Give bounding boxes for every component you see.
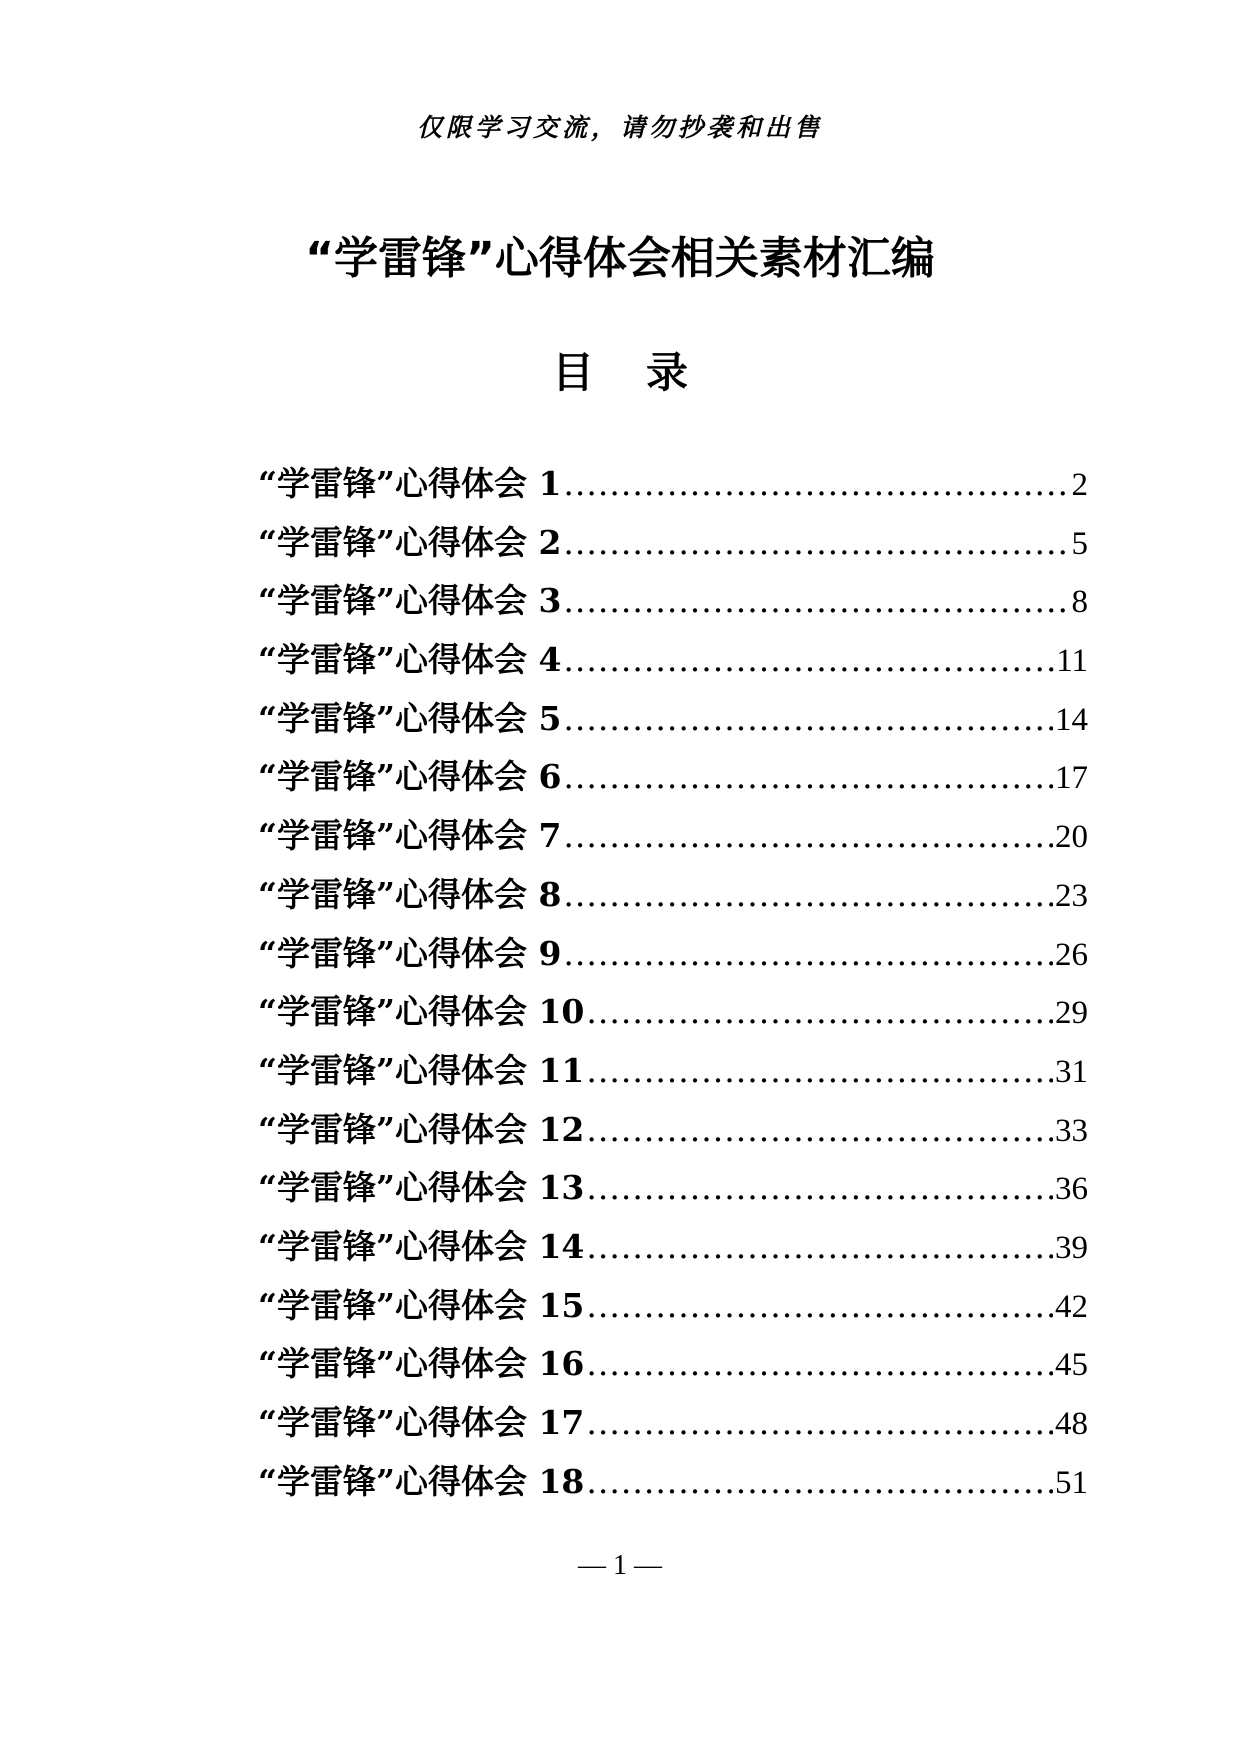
toc-entry-page: 48: [1055, 1406, 1088, 1442]
toc-leader-dots: [586, 1286, 1053, 1325]
toc-entry[interactable]: [258, 986, 1088, 1045]
toc-entry[interactable]: [258, 810, 1088, 869]
toc-leader-dots: [586, 1344, 1053, 1383]
toc-entry-label: “学雷锋”心得体会 16: [258, 1344, 585, 1384]
toc-entry[interactable]: [258, 693, 1088, 752]
toc-entry-page: 23: [1055, 877, 1088, 914]
toc-entry-page: 5: [1071, 525, 1088, 562]
toc-entry[interactable]: [258, 928, 1088, 987]
toc-entry-label: “学雷锋”心得体会 9: [258, 933, 562, 973]
toc-entry-page: 45: [1055, 1347, 1088, 1384]
toc-leader-dots: [586, 1227, 1053, 1266]
toc-entry-page: 20: [1055, 819, 1088, 856]
toc-entry-label: “学雷锋”心得体会 6: [258, 757, 562, 797]
toc-entry-label: “学雷锋”心得体会 17: [258, 1403, 585, 1442]
toc-heading-right: 录: [646, 348, 689, 397]
toc-leader-dots: [563, 757, 1053, 796]
toc-leader-dots: [586, 992, 1053, 1031]
toc-entry-page: 26: [1055, 936, 1088, 973]
toc-heading-left: 目: [551, 348, 594, 397]
toc-entry-label: “学雷锋”心得体会 8: [258, 874, 562, 914]
toc-leader-dots: [563, 699, 1053, 738]
toc-entry-label: “学雷锋”心得体会 13: [258, 1168, 585, 1208]
toc-entry-label: “学雷锋”心得体会 12: [258, 1109, 585, 1149]
toc-entry-label: “学雷锋”心得体会 14: [258, 1226, 585, 1266]
toc-entry-page: 2: [1071, 467, 1088, 503]
toc-entry-label: “学雷锋”心得体会 18: [258, 1461, 585, 1501]
toc-entry-label: “学雷锋”心得体会 1: [258, 464, 562, 503]
toc-leader-dots: [563, 464, 1069, 503]
toc-entry-page: 11: [1056, 643, 1088, 680]
toc-entry[interactable]: [258, 1338, 1088, 1397]
toc-entry-page: 31: [1055, 1053, 1088, 1090]
toc-entry-page: 8: [1071, 584, 1088, 621]
toc-entry-page: 29: [1055, 995, 1088, 1032]
toc-leader-dots: [563, 875, 1053, 914]
toc-entry-page: 14: [1055, 701, 1088, 738]
toc-entry[interactable]: [258, 634, 1088, 693]
toc-leader-dots: [563, 816, 1053, 855]
toc-entry-page: 51: [1055, 1464, 1088, 1501]
toc-entry-page: 39: [1055, 1229, 1088, 1266]
table-of-contents: [258, 458, 1088, 1514]
toc-leader-dots: [563, 523, 1069, 562]
toc-entry[interactable]: [258, 1104, 1088, 1163]
toc-entry[interactable]: [258, 1045, 1088, 1104]
toc-entry-label: “学雷锋”心得体会 7: [258, 816, 562, 856]
toc-entry-page: 33: [1055, 1112, 1088, 1149]
toc-entry[interactable]: [258, 1397, 1088, 1456]
toc-leader-dots: [563, 934, 1053, 973]
toc-leader-dots: [563, 640, 1054, 679]
toc-heading: [0, 340, 1240, 400]
toc-entry-label: “学雷锋”心得体会 11: [258, 1050, 585, 1090]
toc-entry-label: “学雷锋”心得体会 2: [258, 522, 562, 562]
toc-leader-dots: [586, 1403, 1053, 1442]
document-title: “学雷锋”心得体会相关素材汇编: [305, 233, 935, 284]
toc-entry[interactable]: [258, 575, 1088, 634]
toc-entry-label: “学雷锋”心得体会 3: [258, 581, 562, 621]
toc-entry[interactable]: [258, 751, 1088, 810]
toc-entry-page: 36: [1055, 1171, 1088, 1208]
toc-leader-dots: [586, 1462, 1053, 1501]
toc-entry[interactable]: [258, 1456, 1088, 1515]
toc-entry[interactable]: [258, 517, 1088, 576]
toc-entry-page: 42: [1055, 1288, 1088, 1325]
toc-leader-dots: [586, 1110, 1053, 1149]
toc-entry-label: “学雷锋”心得体会 5: [258, 698, 562, 738]
toc-entry-label: “学雷锋”心得体会 15: [258, 1285, 585, 1325]
toc-entry[interactable]: [258, 458, 1088, 517]
page-number: — 1 —: [578, 1550, 662, 1581]
toc-leader-dots: [563, 581, 1069, 620]
toc-entry-label: “学雷锋”心得体会 10: [258, 992, 585, 1032]
toc-entry-label: “学雷锋”心得体会 4: [258, 640, 562, 680]
toc-leader-dots: [586, 1051, 1053, 1090]
toc-entry[interactable]: [258, 1162, 1088, 1221]
toc-entry[interactable]: [258, 869, 1088, 928]
toc-leader-dots: [586, 1168, 1053, 1207]
toc-entry-page: 17: [1055, 760, 1088, 797]
toc-entry[interactable]: [258, 1280, 1088, 1339]
toc-entry[interactable]: [258, 1221, 1088, 1280]
header-notice: 仅限学习交流，请勿抄袭和出售: [416, 113, 823, 142]
